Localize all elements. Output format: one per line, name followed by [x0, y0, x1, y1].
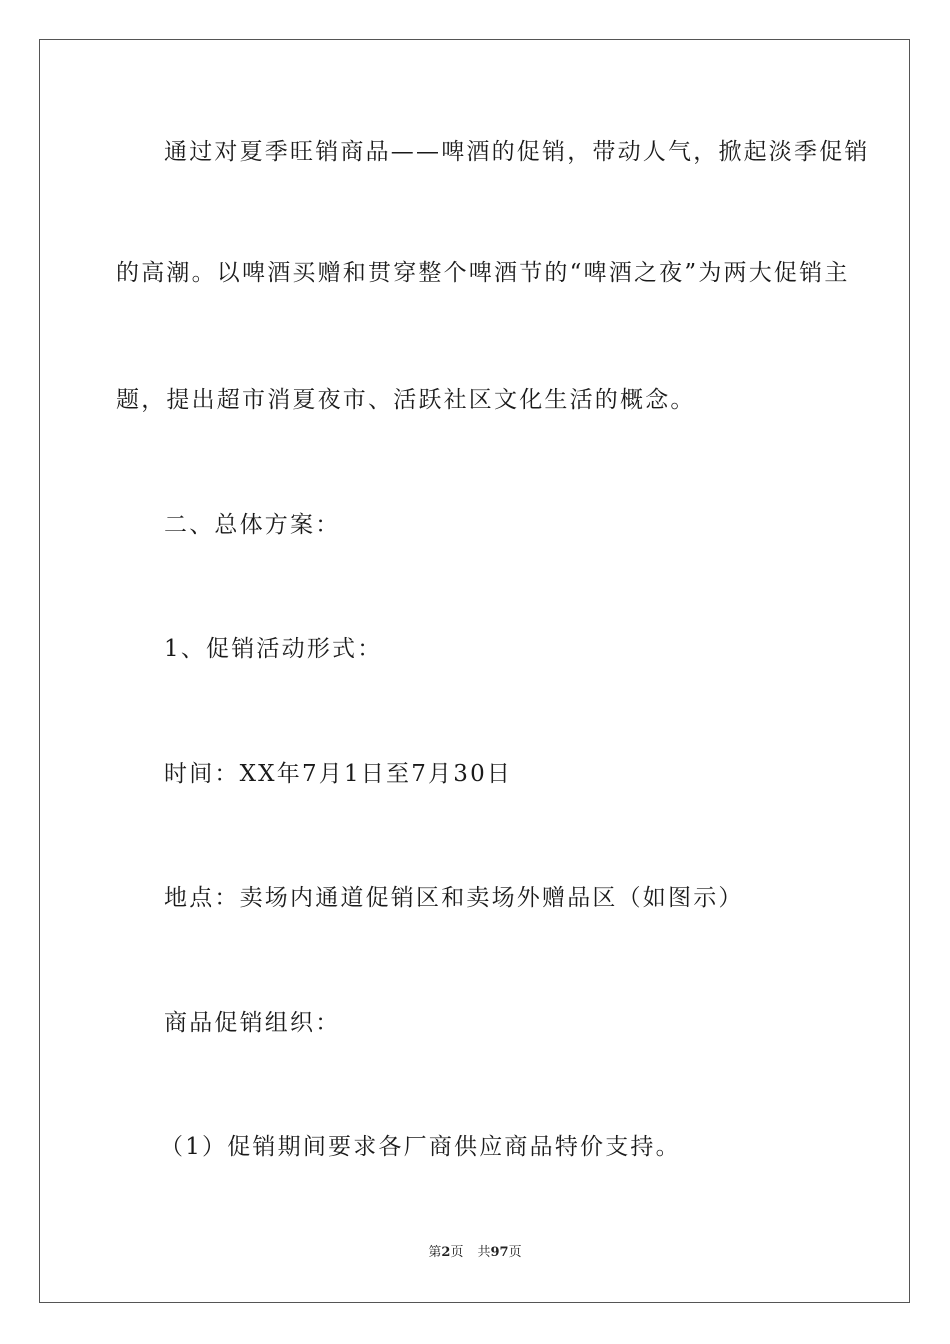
body-line-3: 题，提出超市消夏夜市、活跃社区文化生活的概念。 [116, 387, 696, 413]
footer-total-pages: 97 [490, 1245, 509, 1260]
body-line-2: 的高潮。以啤酒买赠和贯穿整个啤酒节的“啤酒之夜”为两大促销主 [116, 260, 850, 286]
footer-page-suffix: 页 [450, 1245, 464, 1260]
page-border [39, 39, 910, 1303]
subsection-heading: 1、促销活动形式： [164, 636, 383, 662]
organization-heading: 商品促销组织： [164, 1010, 341, 1036]
page-footer [0, 1241, 950, 1260]
list-item-1: （1）促销期间要求各厂商供应商品特价支持。 [160, 1134, 681, 1160]
body-line-1: 通过对夏季旺销商品——啤酒的促销，带动人气，掀起淡季促销 [164, 139, 870, 165]
time-line: 时间：XX年7月1日至7月30日 [164, 761, 513, 787]
section-heading: 二、总体方案： [164, 512, 341, 538]
footer-page-prefix: 第 [428, 1245, 442, 1260]
footer-page-number: 2 [441, 1245, 451, 1260]
location-line: 地点：卖场内通道促销区和卖场外赠品区（如图示） [164, 885, 744, 911]
footer-total-suffix: 页 [508, 1245, 522, 1260]
footer-total-prefix: 共 [477, 1245, 491, 1260]
